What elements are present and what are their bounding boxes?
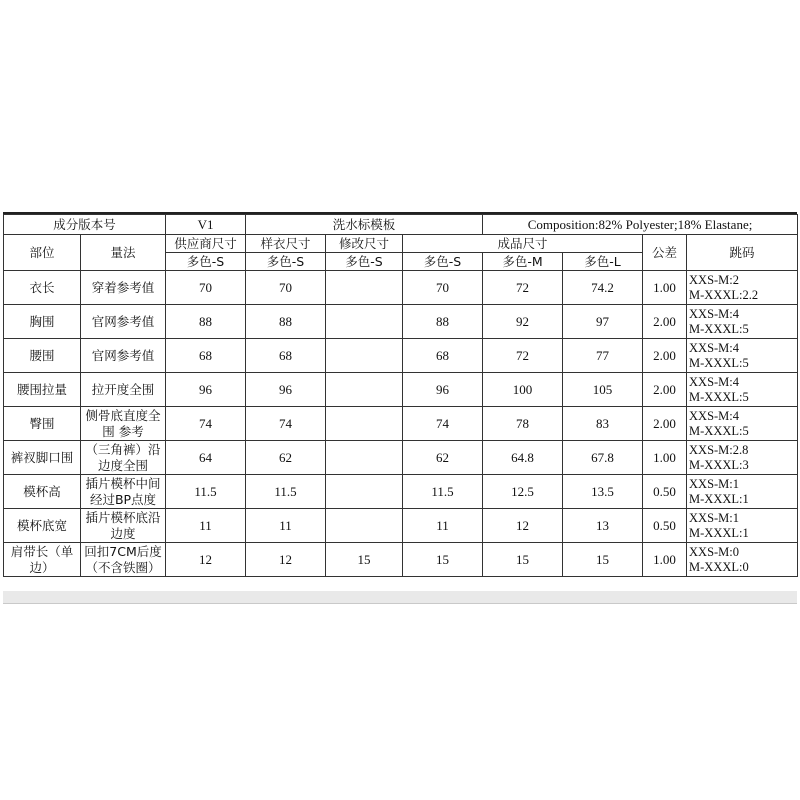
grading-line: M-XXXL:1 xyxy=(689,491,749,506)
grading-line: M-XXXL:5 xyxy=(689,355,749,370)
finished-m-cell: 15 xyxy=(483,543,563,577)
method-cell: 侧骨底直度全围 参考 xyxy=(81,407,166,441)
sample-size-cell: 68 xyxy=(246,339,326,373)
tolerance-cell: 1.00 xyxy=(643,271,687,305)
grading-line: XXS-M:4 xyxy=(689,374,740,389)
revised-size-cell: 15 xyxy=(326,543,403,577)
table-row xyxy=(4,509,798,543)
grading-cell xyxy=(687,475,798,509)
grading-line: M-XXXL:1 xyxy=(689,525,749,540)
table-row xyxy=(4,305,798,339)
finished-m-cell: 100 xyxy=(483,373,563,407)
revised-size-cell xyxy=(326,271,403,305)
composition-version-label: 成分版本号 xyxy=(4,215,166,235)
composition-cell: Composition:82% Polyester;18% Elastane; xyxy=(483,215,798,235)
finished-s-cell: 70 xyxy=(403,271,483,305)
part-cell: 衣长 xyxy=(4,271,81,305)
grading-line: XXS-M:4 xyxy=(689,306,740,321)
part-cell: 裤衩脚口围 xyxy=(4,441,81,475)
finished-m-cell: 12.5 xyxy=(483,475,563,509)
grading-cell xyxy=(687,543,798,577)
tolerance-cell: 2.00 xyxy=(643,407,687,441)
col-header-part: 部位 xyxy=(4,235,81,271)
finished-m-cell: 78 xyxy=(483,407,563,441)
care-label-template-cell: 洗水标模板 xyxy=(246,215,483,235)
sample-size-cell: 88 xyxy=(246,305,326,339)
tolerance-cell: 0.50 xyxy=(643,475,687,509)
finished-m-cell: 92 xyxy=(483,305,563,339)
version-cell: V1 xyxy=(166,215,246,235)
revised-size-cell xyxy=(326,441,403,475)
size-spec-sheet xyxy=(3,212,797,594)
grading-line: XXS-M:1 xyxy=(689,510,740,525)
header-row-columns xyxy=(4,235,798,253)
col-header-method: 量法 xyxy=(81,235,166,271)
finished-l-cell: 77 xyxy=(563,339,643,373)
sample-size-cell: 96 xyxy=(246,373,326,407)
supplier-size-cell: 74 xyxy=(166,407,246,441)
method-cell: 官网参考值 xyxy=(81,305,166,339)
grading-line: XXS-M:4 xyxy=(689,408,740,423)
revised-size-cell xyxy=(326,475,403,509)
subheader-finished-s: 多色-S xyxy=(403,253,483,271)
supplier-size-cell: 68 xyxy=(166,339,246,373)
col-header-grading: 跳码 xyxy=(687,235,798,271)
grading-cell xyxy=(687,509,798,543)
tolerance-cell: 2.00 xyxy=(643,305,687,339)
finished-m-cell: 64.8 xyxy=(483,441,563,475)
method-cell: 穿着参考值 xyxy=(81,271,166,305)
finished-s-cell: 62 xyxy=(403,441,483,475)
table-row xyxy=(4,271,798,305)
grading-cell xyxy=(687,373,798,407)
subheader-finished-l: 多色-L xyxy=(563,253,643,271)
tolerance-cell: 0.50 xyxy=(643,509,687,543)
finished-s-cell: 88 xyxy=(403,305,483,339)
finished-s-cell: 11 xyxy=(403,509,483,543)
subheader-supplier: 多色-S xyxy=(166,253,246,271)
revised-size-cell xyxy=(326,509,403,543)
revised-size-cell xyxy=(326,407,403,441)
sample-size-cell: 11 xyxy=(246,509,326,543)
method-cell: 拉开度全围 xyxy=(81,373,166,407)
finished-m-cell: 12 xyxy=(483,509,563,543)
grading-line: XXS-M:0 xyxy=(689,544,740,559)
grading-cell xyxy=(687,271,798,305)
finished-l-cell: 105 xyxy=(563,373,643,407)
header-row-composition xyxy=(4,215,798,235)
subheader-sample: 多色-S xyxy=(246,253,326,271)
sample-size-cell: 70 xyxy=(246,271,326,305)
col-header-supplier-size: 供应商尺寸 xyxy=(166,235,246,253)
grading-cell xyxy=(687,305,798,339)
finished-l-cell: 13 xyxy=(563,509,643,543)
table-row xyxy=(4,407,798,441)
table-row xyxy=(4,339,798,373)
col-header-tolerance: 公差 xyxy=(643,235,687,271)
tolerance-cell: 1.00 xyxy=(643,543,687,577)
method-cell: （三角裤）沿边度全围 xyxy=(81,441,166,475)
finished-l-cell: 15 xyxy=(563,543,643,577)
method-cell: 插片模杯底沿边度 xyxy=(81,509,166,543)
sheet-bottom-band xyxy=(3,591,797,604)
finished-m-cell: 72 xyxy=(483,339,563,373)
method-cell: 官网参考值 xyxy=(81,339,166,373)
supplier-size-cell: 70 xyxy=(166,271,246,305)
method-cell: 回扣7CM后度（不含铁圈） xyxy=(81,543,166,577)
grading-cell xyxy=(687,407,798,441)
supplier-size-cell: 96 xyxy=(166,373,246,407)
part-cell: 臀围 xyxy=(4,407,81,441)
finished-l-cell: 67.8 xyxy=(563,441,643,475)
col-header-sample-size: 样衣尺寸 xyxy=(246,235,326,253)
grading-line: XXS-M:4 xyxy=(689,340,740,355)
tolerance-cell: 2.00 xyxy=(643,339,687,373)
grading-line: M-XXXL:3 xyxy=(689,457,749,472)
tolerance-cell: 2.00 xyxy=(643,373,687,407)
col-header-revised-size: 修改尺寸 xyxy=(326,235,403,253)
grading-cell xyxy=(687,441,798,475)
method-cell: 插片模杯中间经过BP点度 xyxy=(81,475,166,509)
part-cell: 腰围拉量 xyxy=(4,373,81,407)
finished-l-cell: 83 xyxy=(563,407,643,441)
grading-line: M-XXXL:0 xyxy=(689,559,749,574)
finished-s-cell: 68 xyxy=(403,339,483,373)
supplier-size-cell: 64 xyxy=(166,441,246,475)
subheader-revised: 多色-S xyxy=(326,253,403,271)
revised-size-cell xyxy=(326,339,403,373)
grading-line: XXS-M:2 xyxy=(689,272,740,287)
table-row xyxy=(4,441,798,475)
table-row xyxy=(4,475,798,509)
finished-s-cell: 96 xyxy=(403,373,483,407)
table-body xyxy=(4,215,798,577)
col-header-finished-size: 成品尺寸 xyxy=(403,235,643,253)
part-cell: 胸围 xyxy=(4,305,81,339)
supplier-size-cell: 12 xyxy=(166,543,246,577)
grading-line: XXS-M:2.8 xyxy=(689,442,749,457)
grading-cell xyxy=(687,339,798,373)
finished-s-cell: 74 xyxy=(403,407,483,441)
sample-size-cell: 62 xyxy=(246,441,326,475)
subheader-finished-m: 多色-M xyxy=(483,253,563,271)
supplier-size-cell: 11.5 xyxy=(166,475,246,509)
finished-m-cell: 72 xyxy=(483,271,563,305)
sample-size-cell: 74 xyxy=(246,407,326,441)
table-row xyxy=(4,543,798,577)
grading-line: XXS-M:1 xyxy=(689,476,740,491)
part-cell: 模杯底宽 xyxy=(4,509,81,543)
grading-line: M-XXXL:5 xyxy=(689,423,749,438)
part-cell: 肩带长（单边） xyxy=(4,543,81,577)
revised-size-cell xyxy=(326,305,403,339)
revised-size-cell xyxy=(326,373,403,407)
size-spec-table xyxy=(3,214,798,577)
grading-line: M-XXXL:5 xyxy=(689,321,749,336)
finished-s-cell: 15 xyxy=(403,543,483,577)
finished-l-cell: 97 xyxy=(563,305,643,339)
tolerance-cell: 1.00 xyxy=(643,441,687,475)
table-row xyxy=(4,373,798,407)
finished-l-cell: 13.5 xyxy=(563,475,643,509)
sample-size-cell: 12 xyxy=(246,543,326,577)
grading-line: M-XXXL:5 xyxy=(689,389,749,404)
finished-s-cell: 11.5 xyxy=(403,475,483,509)
finished-l-cell: 74.2 xyxy=(563,271,643,305)
sample-size-cell: 11.5 xyxy=(246,475,326,509)
part-cell: 腰围 xyxy=(4,339,81,373)
supplier-size-cell: 11 xyxy=(166,509,246,543)
supplier-size-cell: 88 xyxy=(166,305,246,339)
part-cell: 模杯高 xyxy=(4,475,81,509)
grading-line: M-XXXL:2.2 xyxy=(689,287,759,302)
